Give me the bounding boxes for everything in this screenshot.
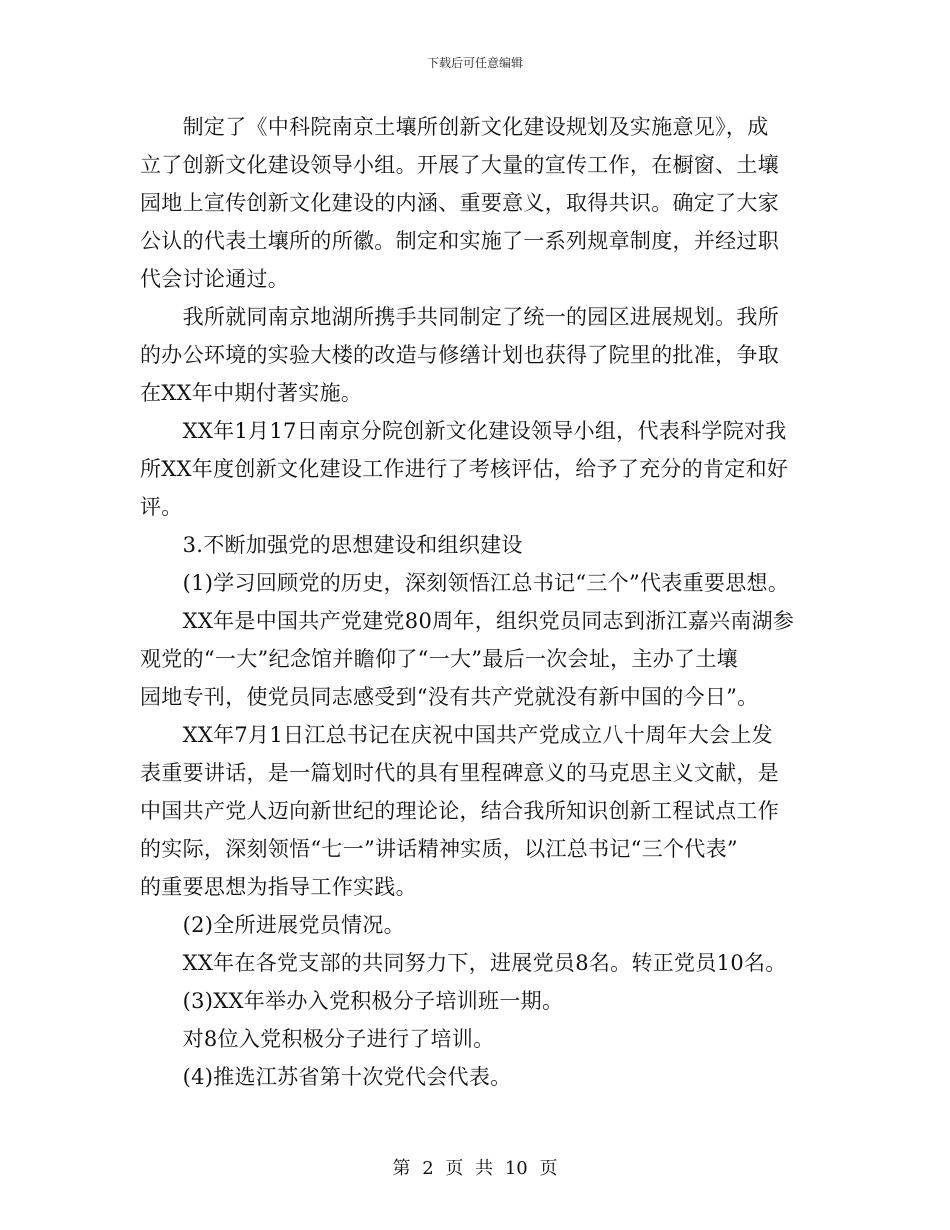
text-line: 代会讨论通过。 — [140, 267, 290, 291]
text-line: 的办公环境的实验大楼的改造与修缮计划也获得了院里的批准，争取 — [140, 343, 779, 367]
text-line: 所XX年度创新文化建设工作进行了考核评估，给予了充分的肯定和好 — [140, 457, 789, 481]
text-line: XX年是中国共产党建党80周年，组织党员同志到浙江嘉兴南湖参 — [140, 609, 795, 633]
text-line: 对8位入党积极分子进行了培训。 — [140, 1027, 495, 1051]
page-number-footer: 第 2 页 共 10 页 — [392, 1158, 558, 1179]
text-line: 的重要思想为指导工作实践。 — [140, 875, 417, 899]
text-line: XX年在各党支部的共同努力下，进展党员8名。转正党员10名。 — [140, 951, 787, 975]
section-heading: 3.不断加强党的思想建设和组织建设 — [140, 533, 523, 557]
text-line: 观党的“一大”纪念馆并瞻仰了“一大”最后一次会址，主办了土壤 — [140, 647, 738, 671]
text-line: 立了创新文化建设领导小组。开展了大量的宣传工作，在橱窗、土壤 — [140, 153, 779, 177]
text-line: 园地专刊，使党员同志感受到“没有共产党就没有新中国的今日”。 — [140, 685, 759, 709]
text-line: 我所就同南京地湖所携手共同制定了统一的园区进展规划。我所 — [140, 305, 779, 329]
text-line: XX年7月1日江总书记在庆祝中国共产党成立八十周年大会上发 — [140, 723, 773, 747]
text-line: 中国共产党人迈向新世纪的理论论，结合我所知识创新工程试点工作 — [140, 799, 779, 823]
subsection-heading: (2)全所进展党员情况。 — [140, 913, 405, 937]
text-line: 制定了《中科院南京土壤所创新文化建设规划及实施意见》，成 — [140, 115, 769, 139]
subsection-heading: (1)学习回顾党的历史，深刻领悟江总书记“三个”代表重要思想。 — [140, 571, 790, 595]
page-header: 下载后可任意编辑 — [426, 56, 523, 70]
text-line: 在XX年中期付著实施。 — [140, 381, 363, 405]
subsection-heading: (3)XX年举办入党积极分子培训班一期。 — [140, 989, 564, 1013]
text-line: XX年1月17日南京分院创新文化建设领导小组，代表科学院对我 — [140, 419, 787, 443]
text-line: 公认的代表土壤所的所徽。制定和实施了一系列规章制度，并经过职 — [140, 229, 779, 253]
text-line: 的实际，深刻领悟“七一”讲话精神实质，以江总书记“三个代表” — [140, 837, 738, 861]
text-line: 评。 — [140, 495, 183, 519]
subsection-heading: (4)推选江苏省第十次党代会代表。 — [140, 1065, 512, 1089]
text-line: 园地上宣传创新文化建设的内涵、重要意义，取得共识。确定了大家 — [140, 191, 779, 215]
text-line: 表重要讲话，是一篇划时代的具有里程碑意义的马克思主义文献，是 — [140, 761, 779, 785]
